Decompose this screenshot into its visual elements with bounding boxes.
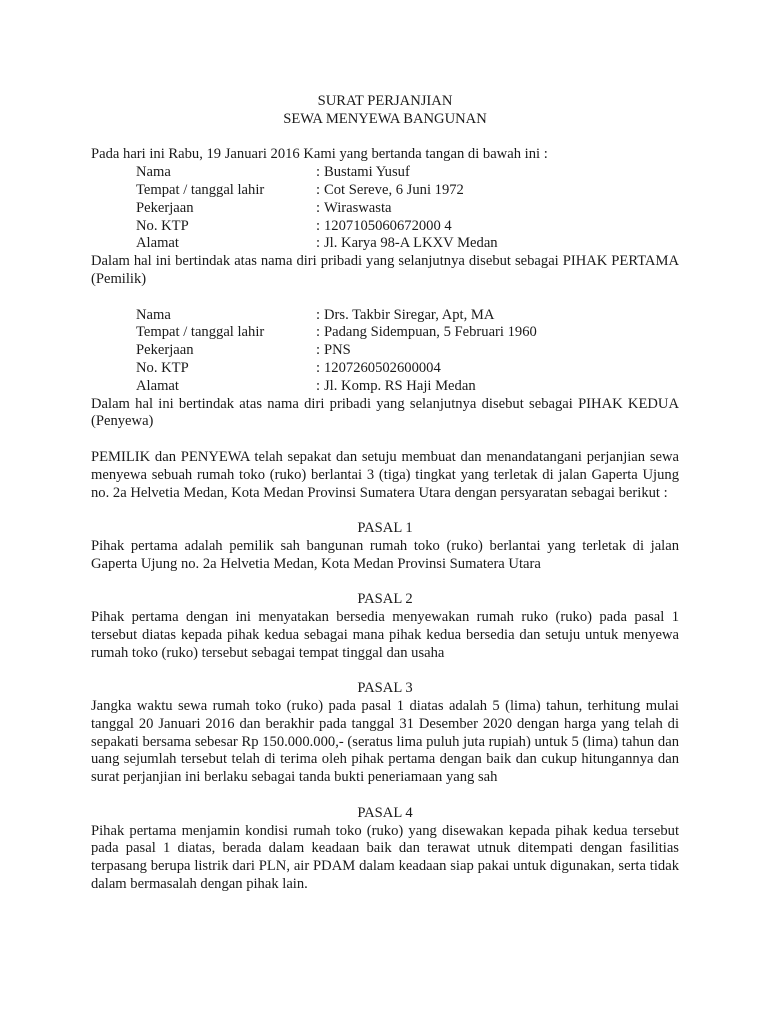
field-label: Pekerjaan [136,342,194,359]
field-value: Jl. Karya 98-A LKXV Medan [324,235,498,252]
document-title-line2: SEWA MENYEWA BANGUNAN [283,110,487,127]
party1-statement: Dalam hal ini bertindak atas nama diri pribadi yang selanjutnya disebut sebagai PIHAK PERTAMA (Pemilik) [91,253,679,287]
field-separator: : [316,181,321,198]
article-heading: PASAL 2 [357,591,413,608]
field-label: Alamat [136,377,179,394]
party1-details [91,164,679,253]
party1-row-ktp [91,218,679,236]
field-separator: : [316,359,321,376]
field-value: PNS [324,342,351,359]
party2-statement: Dalam hal ini bertindak atas nama diri pribadi yang selanjutnya disebut sebagai PIHAK KEDUA (Penyewa) [91,395,679,430]
party1-row-name [91,164,679,182]
field-separator: : [316,217,321,234]
document-title-line1: SURAT PERJANJIAN [317,93,453,109]
field-value: Bustami Yusuf [324,164,410,181]
field-value: Drs. Takbir Siregar, Apt, MA [324,306,495,323]
field-value: 1207105060672000 4 [324,217,452,234]
article-heading: PASAL 1 [357,520,413,537]
field-separator: : [316,342,321,359]
field-label: Nama [136,164,171,181]
party2-row-birth [91,324,679,342]
field-separator: : [316,199,321,216]
party1-row-birth [91,182,679,200]
article-heading: PASAL 3 [357,680,413,697]
article-text: Pihak pertama adalah pemilik sah bangunan rumah toko (ruko) berlantai yang terletak di jalan Gaperta Ujung no. 2a Helvetia Medan, Kota Medan Provinsi Sumatera Utara [91,537,679,572]
field-label: No. KTP [136,217,189,234]
article-heading: PASAL 4 [357,804,413,821]
document-page [91,93,679,894]
field-label: No. KTP [136,359,189,376]
agreement-paragraph: PEMILIK dan PENYEWA telah sepakat dan setuju membuat dan menandatangani perjanjian sewa menyewa sebuah rumah toko (ruko) berlantai 3 (tiga) tingkat yang terletak di jalan Gaperta Ujung no. 2a Helvetia Medan, Kota Medan Provinsi Sumatera Utara dengan persyaratan sebagai berikut : [91,448,679,501]
field-label: Tempat / tanggal lahir [136,181,265,198]
party1-row-address [91,235,679,253]
party2-row-name [91,307,679,325]
field-label: Nama [136,306,171,323]
article-text: Pihak pertama menjamin kondisi rumah toko (ruko) yang disewakan kepada pihak kedua tersebut pada pasal 1 diatas, berada dalam keadaan baik dan terawat utnuk ditempati dengan fasilitias terpasang berupa listrik dari PLN, air PDAM dalam keadaan siap pakai untuk digunakan, serta tidak dalam bermasalah dengan pihak lain. [91,822,679,893]
field-separator: : [316,324,321,341]
party2-row-job [91,342,679,360]
field-value: 1207260502600004 [324,359,441,376]
field-value: Padang Sidempuan, 5 Februari 1960 [324,324,537,341]
party1-row-job [91,200,679,218]
field-label: Tempat / tanggal lahir [136,324,265,341]
field-value: Cot Sereve, 6 Juni 1972 [324,181,464,198]
field-separator: : [316,164,321,181]
article-text: Jangka waktu sewa rumah toko (ruko) pada pasal 1 diatas adalah 5 (lima) tahun, terhitung mulai tanggal 20 Januari 2016 dan berakhir pada tanggal 31 Desember 2020 dengan harga yang telah di sepakati bersama sebesar Rp 150.000.000,- (seratus lima puluh juta rupiah) untuk 5 (lima) tahun dan uang sejumlah tersebut telah di terima oleh pihak pertama dengan baik dan cukup hitungannya dan surat perjanjian ini berlaku sebagai tanda bukti peneriamaan yang sah [91,698,679,786]
field-value: Jl. Komp. RS Haji Medan [324,377,476,394]
intro-text: Pada hari ini Rabu, 19 Januari 2016 Kami yang bertanda tangan di bawah ini : [91,146,548,163]
party2-details [91,307,679,396]
field-separator: : [316,306,321,323]
field-separator: : [316,377,321,394]
party2-row-address [91,378,679,396]
article-text: Pihak pertama dengan ini menyatakan bersedia menyewakan rumah ruko (ruko) pada pasal 1 tersebut diatas kepada pihak kedua sebagai mana pihak kedua bersedia dan setuju untuk menyewa rumah toko (ruko) tersebut sebagai tempat tinggal dan usaha [91,609,679,661]
field-value: Wiraswasta [324,199,392,216]
party2-row-ktp [91,360,679,378]
field-label: Pekerjaan [136,199,194,216]
field-separator: : [316,235,321,252]
field-label: Alamat [136,235,179,252]
